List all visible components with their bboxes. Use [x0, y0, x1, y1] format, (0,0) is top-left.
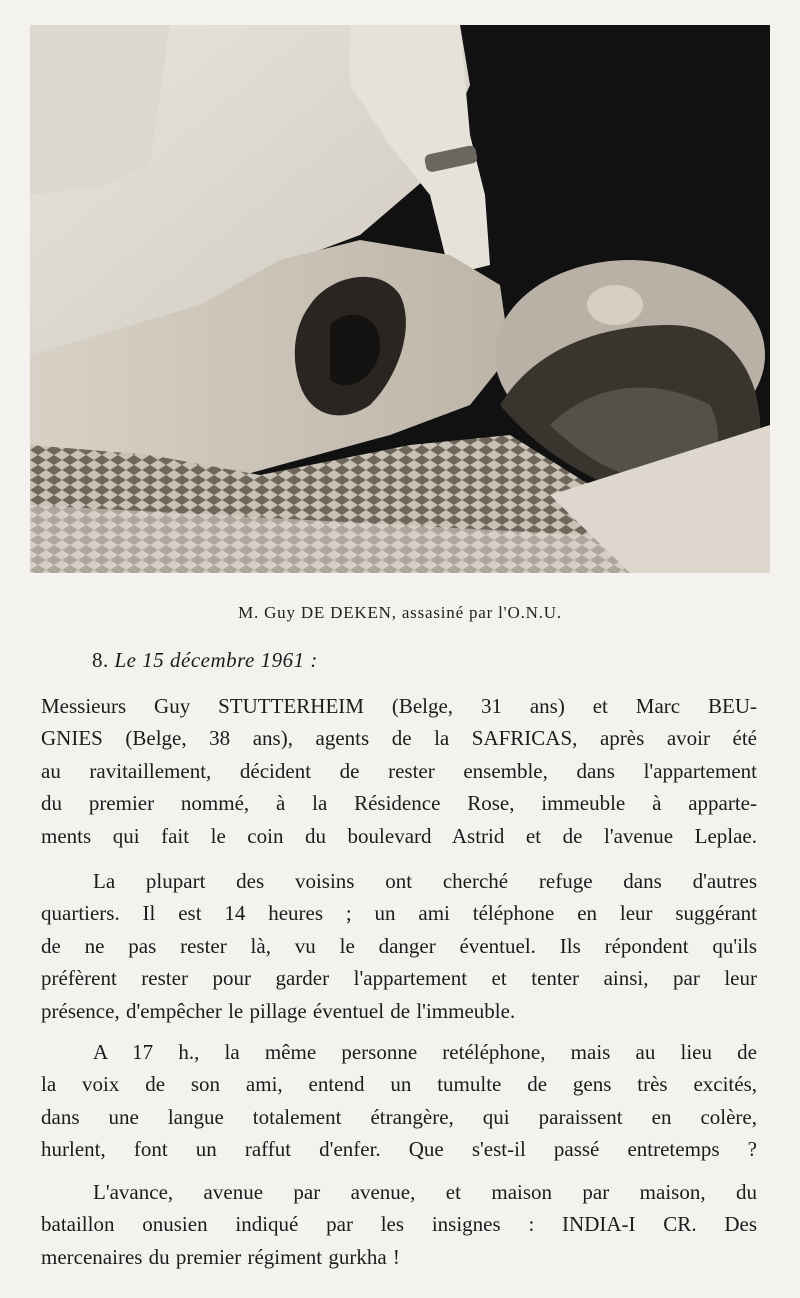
paragraph-line: A 17 h., la même personne retéléphone, mais au lieu de: [93, 1040, 757, 1064]
paragraph-line: dans une langue totalement étrangère, qui paraissent en colère,: [41, 1104, 757, 1129]
victim-photograph: [30, 25, 770, 573]
paragraph-line: préfèrent rester pour garder l'appartement et tenter ainsi, par leur: [41, 966, 757, 991]
paragraph-line: la voix de son ami, entend un tumulte de gens très excités,: [41, 1072, 757, 1097]
paragraph-line: mercenaires du premier régiment gurkha !: [41, 1244, 400, 1269]
section-number: 8.: [92, 648, 109, 672]
paragraph-line: Messieurs Guy STUTTERHEIM (Belge, 31 ans) et Marc BEU-: [41, 694, 757, 718]
paragraph-line: de ne pas rester là, vu le danger éventuel. Ils répondent qu'ils: [41, 933, 757, 958]
paragraph-line: présence, d'empêcher le pillage éventuel de l'immeuble.: [41, 998, 516, 1023]
section-date: Le 15 décembre 1961 :: [114, 648, 318, 672]
paragraph-line: bataillon onusien indiqué par les insignes : INDIA-I CR. Des: [41, 1212, 757, 1237]
paragraph-line: du premier nommé, à la Résidence Rose, immeuble à apparte-: [41, 791, 757, 816]
photo-caption: M. Guy DE DEKEN, assasiné par l'O.N.U.: [238, 603, 562, 622]
paragraph-line: quartiers. Il est 14 heures ; un ami téléphone en leur suggérant: [41, 901, 757, 926]
paragraph-line: L'avance, avenue par avenue, et maison par maison, du: [93, 1180, 757, 1204]
paragraph-2: [41, 865, 757, 1027]
photograph-icon: [30, 25, 770, 573]
paragraph-3: [41, 1036, 757, 1166]
paragraph-line: GNIES (Belge, 38 ans), agents de la SAFRICAS, après avoir été: [41, 726, 757, 751]
paragraph-line: au ravitaillement, décident de rester ensemble, dans l'appartement: [41, 758, 757, 783]
paragraph-4: [41, 1176, 757, 1273]
section-heading: [92, 648, 318, 673]
paragraph-line: ments qui fait le coin du boulevard Astrid et de l'avenue Leplae.: [41, 823, 757, 848]
paragraph-line: La plupart des voisins ont cherché refuge dans d'autres: [93, 869, 757, 893]
paragraph-line: hurlent, font un raffut d'enfer. Que s'est-il passé entretemps ?: [41, 1137, 757, 1162]
paragraph-1: [41, 690, 757, 852]
